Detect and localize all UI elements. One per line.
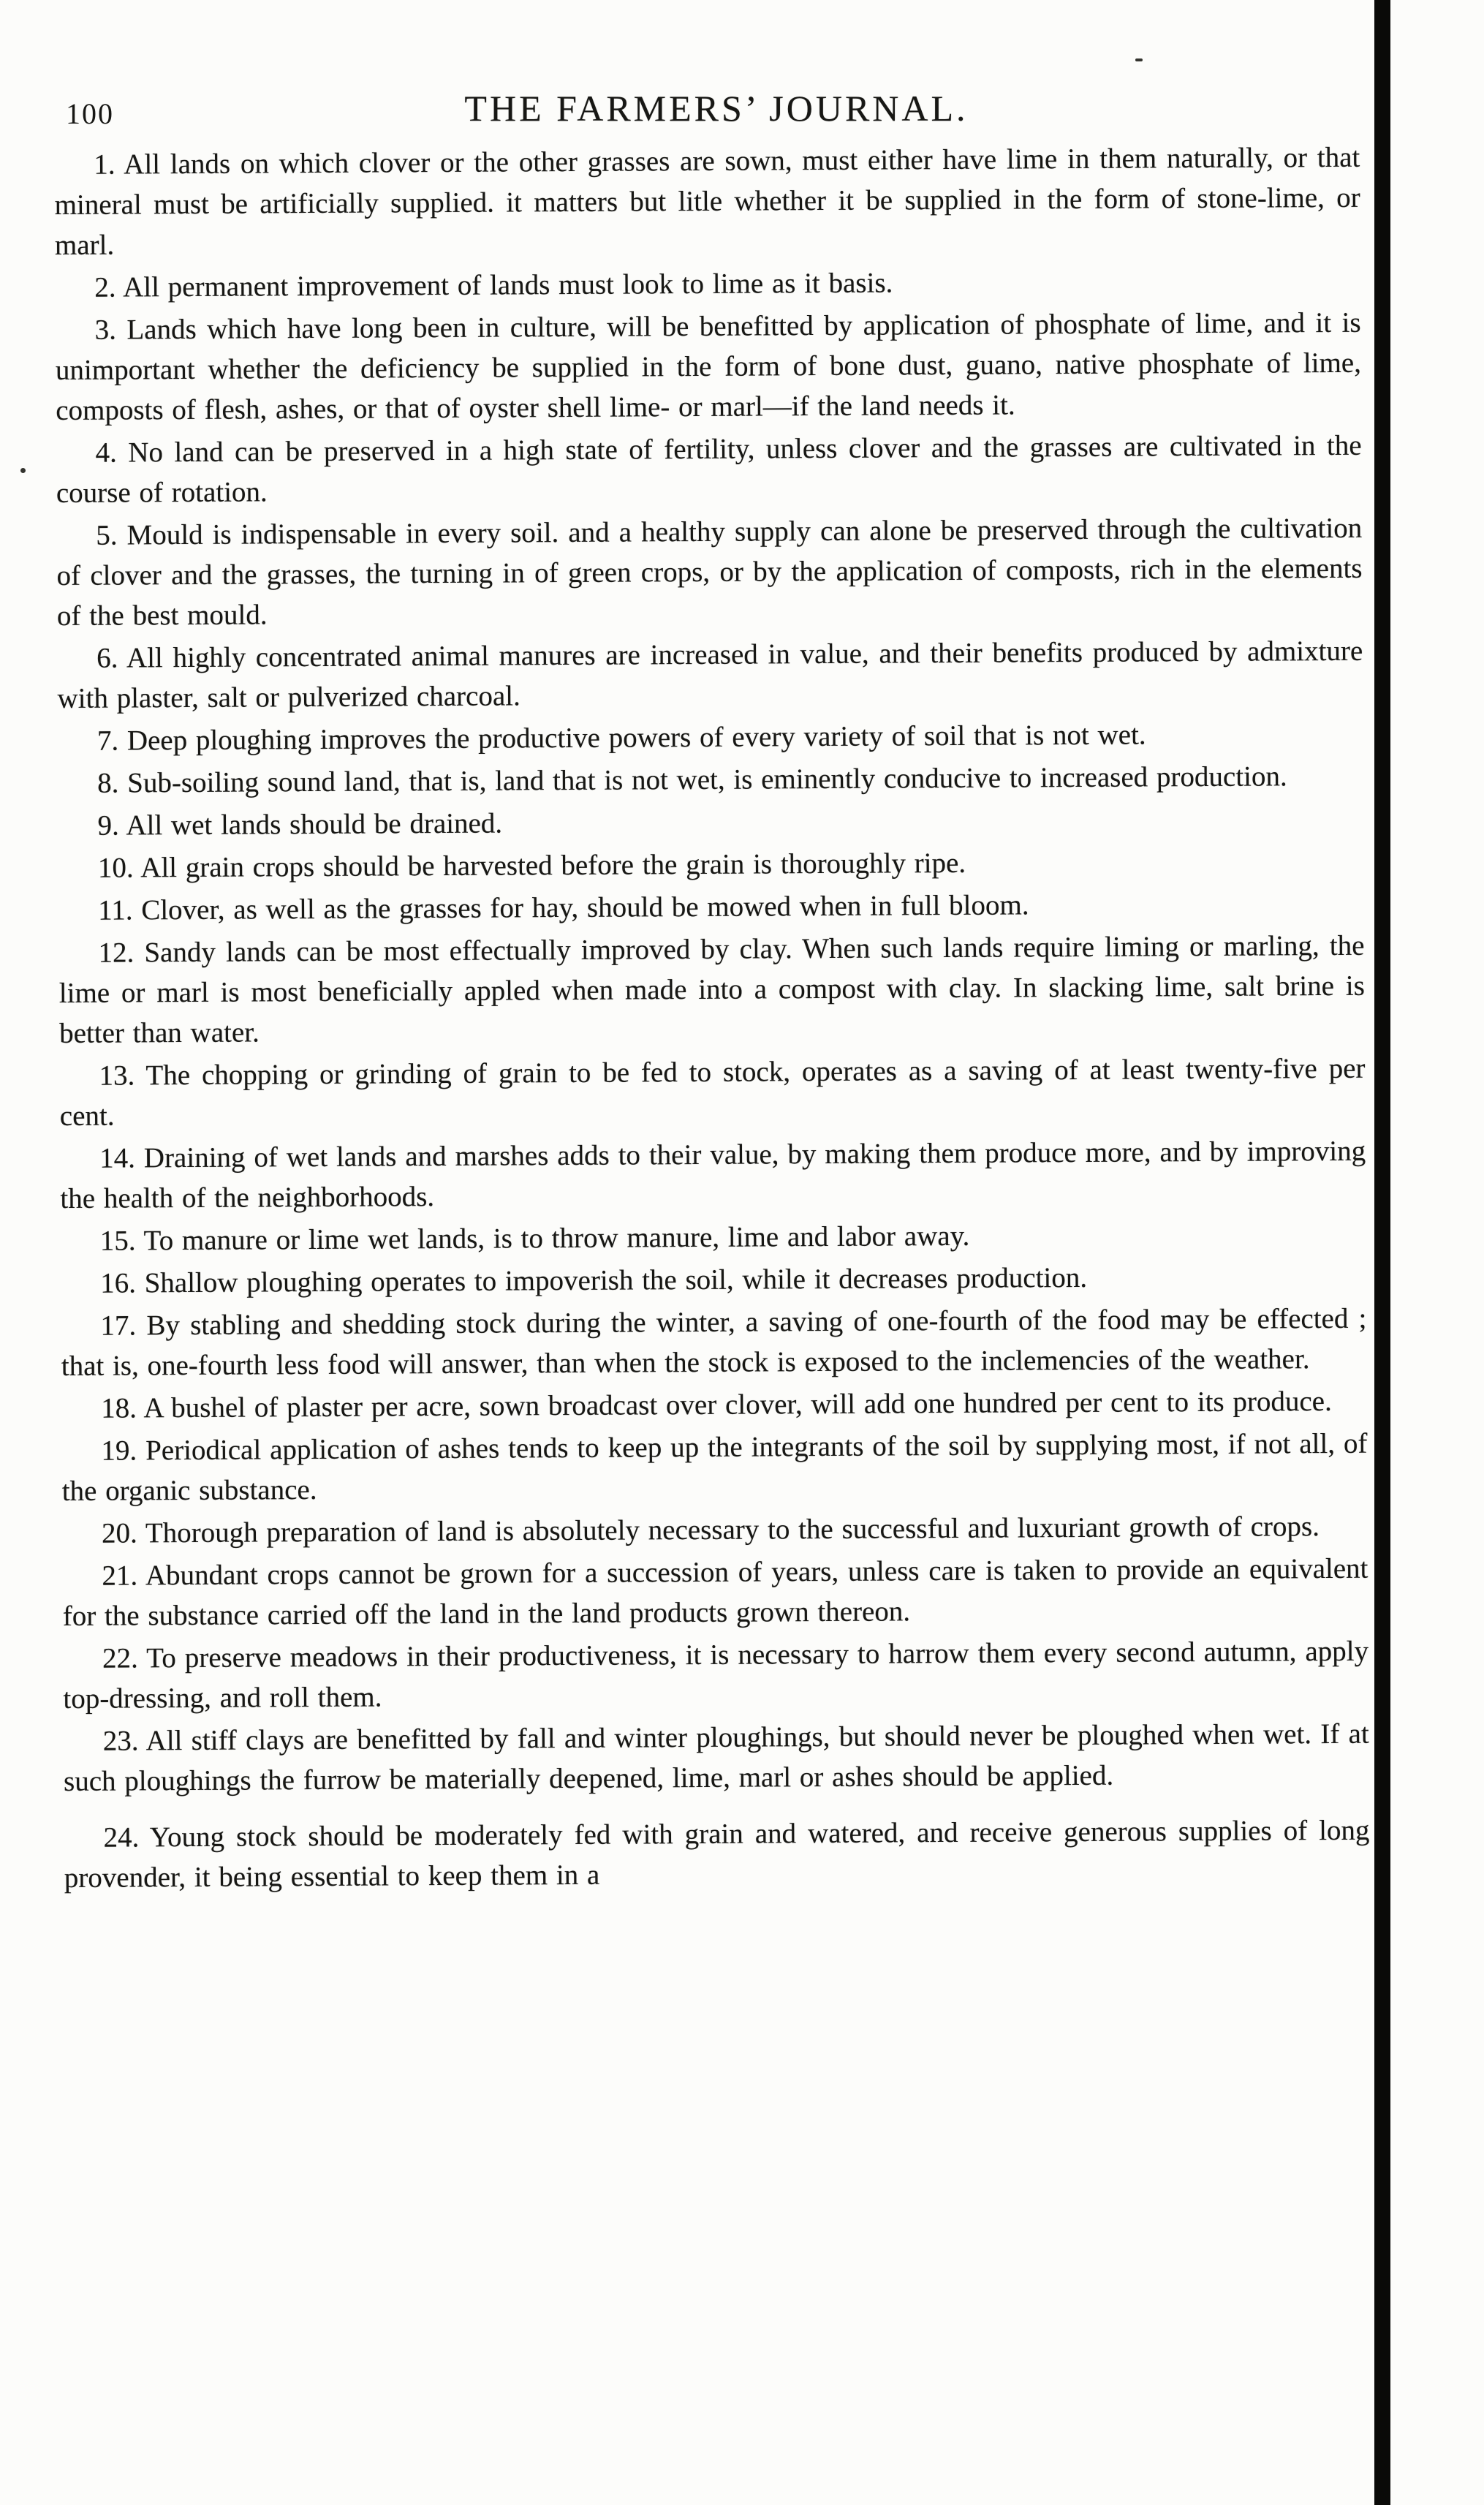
page-binding-rule xyxy=(1374,0,1390,2505)
maxim-1: 1. All lands on which clover or the other grasses are sown, must either have lime in them naturally, or that mineral must be artificially supplied. it matters but litle whether it be supplied in the form of stone-lime, or marl. xyxy=(54,141,1360,262)
maxim-5: 5. Mould is indispensable in every soil. and a healthy supply can alone be preserved through the cultivation of clover and the grasses, the turning in of green crops, or by the application of composts, rich in the elements of the best mould. xyxy=(56,512,1363,632)
maxim-22: 22. To preserve meadows in their productiveness, it is necessary to harrow them every second autumn, apply top-dressing, and roll them. xyxy=(63,1635,1369,1715)
maxim-20: 20. Thorough preparation of land is absolutely necessary to the successful and luxuriant growth of crops. xyxy=(101,1511,1320,1549)
maxim-6: 6. All highly concentrated animal manures are increased in value, and their benefits produced by admixture with plaster, salt or pulverized charcoal. xyxy=(57,635,1363,715)
maxim-13: 13. The chopping or grinding of grain to be fed to stock, operates as a saving of at least twenty-five per cent. xyxy=(59,1052,1366,1133)
maxim-11: 11. Clover, as well as the grasses for hay, should be mowed when in full bloom. xyxy=(98,889,1029,926)
maxim-9: 9. All wet lands should be drained. xyxy=(97,807,503,842)
maxim-23: 23. All stiff clays are benefitted by fall and winter ploughings, but should never be ploughed when wet. If at such ploughings the furrow be materially deepened, lime, marl or ashes should be applied. xyxy=(63,1718,1369,1798)
maxim-4: 4. No land can be preserved in a high state of fertility, unless clover and the grasses are cultivated in the course of rotation. xyxy=(56,429,1362,510)
maxim-2: 2. All permanent improvement of lands must look to lime as it basis. xyxy=(94,267,893,303)
maxim-8: 8. Sub-soiling sound land, that is, land that is not wet, is eminently conducive to increased production. xyxy=(97,760,1287,799)
maxim-12: 12. Sandy lands can be most effectually improved by clay. When such lands require liming or marling, the lime or marl is most beneficially appled when made into a compost with clay. In slacking lime, salt brine is better than water. xyxy=(58,929,1365,1050)
page-body xyxy=(54,137,1370,1900)
maxim-24: 24. Young stock should be moderately fed with grain and watered, and receive generous supplies of long provender, it being essential to keep them in a xyxy=(64,1814,1370,1894)
scan-artifact xyxy=(1135,58,1143,61)
maxim-14: 14. Draining of wet lands and marshes adds to their value, by making them produce more, and by improving the health of the neighborhoods. xyxy=(60,1135,1366,1215)
maxim-7: 7. Deep ploughing improves the productive powers of every variety of soil that is not wet. xyxy=(96,719,1146,757)
page-number: 100 xyxy=(66,97,114,130)
maxim-19: 19. Periodical application of ashes tends to keep up the integrants of the soil by supplying most, if not all, of the organic substance. xyxy=(61,1427,1368,1508)
page-header xyxy=(64,86,1368,137)
maxim-21: 21. Abundant crops cannot be grown for a succession of years, unless care is taken to provide an equivalent for the substance carried off the land in the land products grown thereon. xyxy=(62,1552,1368,1633)
maxim-16: 16. Shallow ploughing operates to impoverish the soil, while it decreases production. xyxy=(100,1261,1088,1299)
scan-artifact xyxy=(20,468,26,473)
maxim-18: 18. A bushel of plaster per acre, sown broadcast over clover, will add one hundred per cent to its produce. xyxy=(101,1386,1332,1424)
maxim-3: 3. Lands which have long been in culture, will be benefitted by application of phosphate of lime, and it is unimportant whether the deficiency be supplied in the form of bone dust, guano, native phosphate of lime, composts of flesh, ashes, or that of oyster shell lime- or marl—if the land needs it. xyxy=(55,306,1362,427)
maxim-10: 10. All grain crops should be harvested before the grain is thoroughly ripe. xyxy=(97,847,966,884)
journal-title: THE FARMERS’ JOURNAL. xyxy=(464,88,969,129)
maxim-15: 15. To manure or lime wet lands, is to throw manure, lime and labor away. xyxy=(99,1220,970,1257)
maxim-17: 17. By stabling and shedding stock during the winter, a saving of one-fourth of the food may be effected ; that is, one-fourth less food will answer, than when the stock is exposed to the inclemencies of the weather. xyxy=(61,1302,1367,1383)
